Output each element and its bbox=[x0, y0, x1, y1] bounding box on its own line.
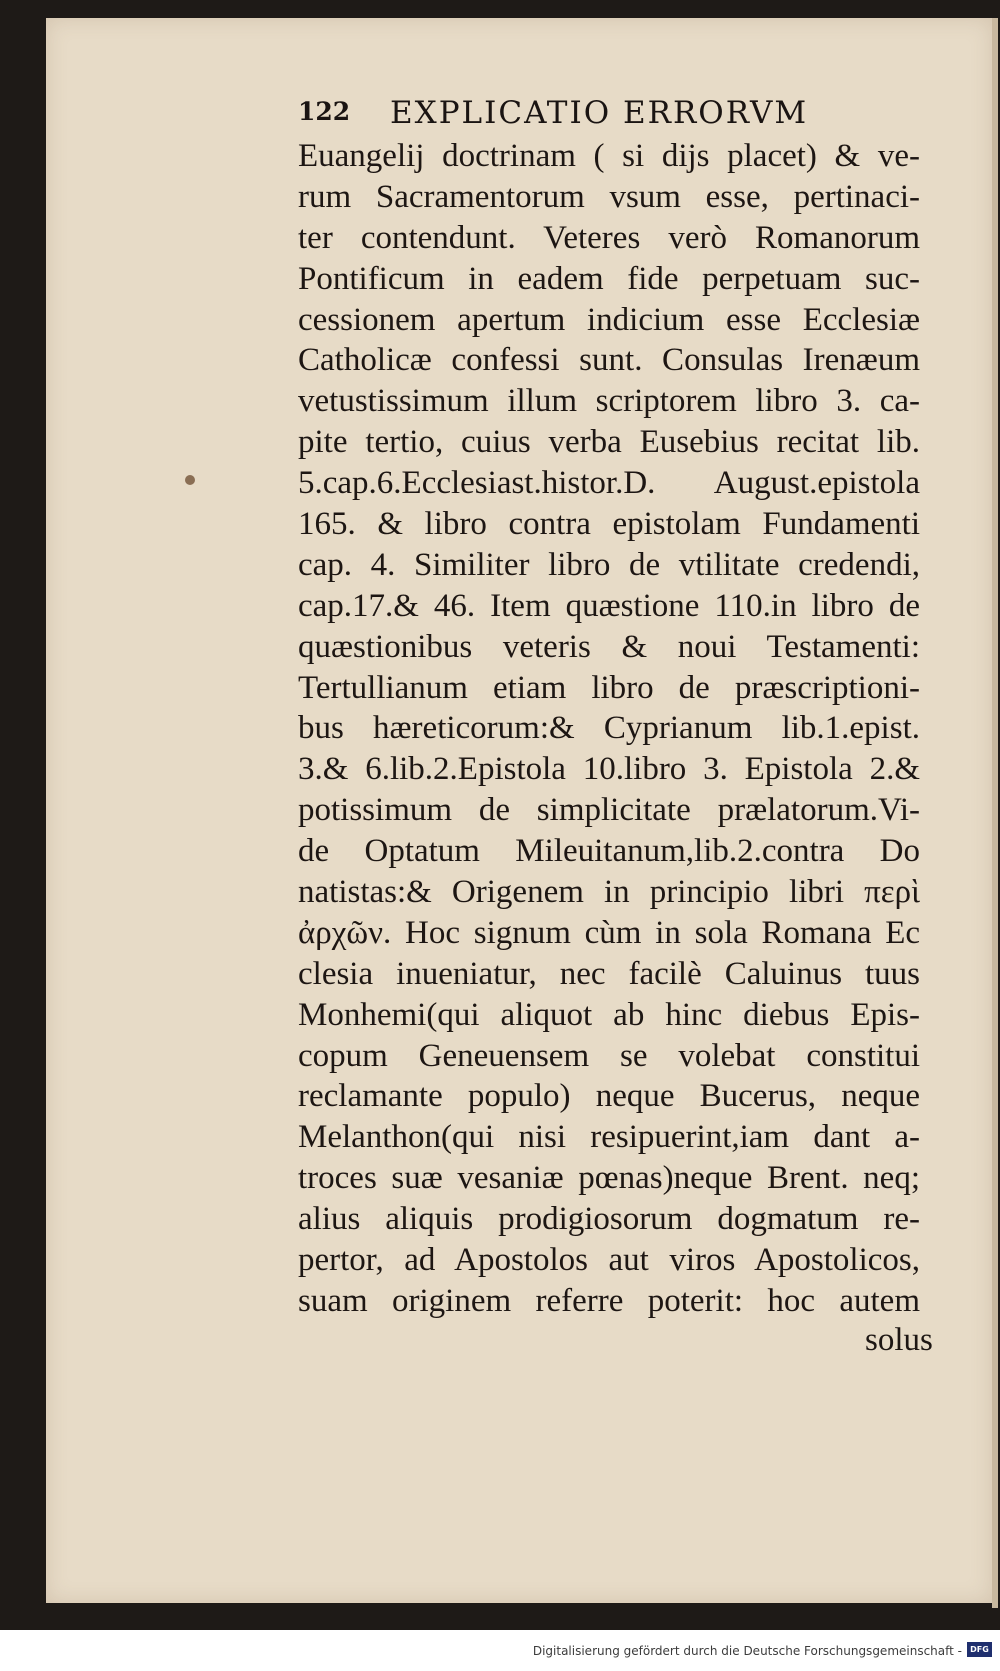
page-header bbox=[298, 97, 913, 137]
text-line: quæstionibus veteris & noui Testamenti: bbox=[298, 628, 920, 665]
text-line: copum Geneuensem se volebat constitui bbox=[298, 1037, 920, 1074]
body-text bbox=[298, 136, 920, 1322]
text-line: ἀρχῶν. Hoc signum cùm in sola Romana Ec bbox=[298, 914, 920, 951]
text-line: clesia inueniatur, nec facilè Caluinus tuus bbox=[298, 955, 920, 992]
text-line: alius aliquis prodigiosorum dogmatum re- bbox=[298, 1201, 920, 1238]
text-line: 3.& 6.lib.2.Epistola 10.libro 3. Epistola 2.& bbox=[298, 751, 920, 788]
text-line: potissimum de simplicitate prælatorum.Vi- bbox=[298, 792, 920, 829]
text-line: Catholicæ confessi sunt. Consulas Irenæum bbox=[298, 342, 920, 379]
text-line: de Optatum Mileuitanum,lib.2.contra Do bbox=[298, 833, 920, 870]
text-line: natistas:& Origenem in principio libri περὶ bbox=[298, 874, 920, 911]
text-line: cap. 4. Similiter libro de vtilitate credendi, bbox=[298, 546, 920, 583]
digitization-credit: Digitalisierung gefördert durch die Deutsche Forschungsgemeinschaft - bbox=[532, 1644, 962, 1658]
page-edge bbox=[992, 18, 998, 1608]
text-line: Euangelij doctrinam ( si dijs placet) & ve- bbox=[298, 138, 920, 174]
text-line: ter contendunt. Veteres verò Romanorum bbox=[298, 219, 920, 256]
footer bbox=[0, 1632, 1000, 1671]
text-line: cap.17.& 46. Item quæstione 110.in libro de bbox=[298, 587, 920, 624]
text-line: suam originem referre poterit: hoc autem bbox=[298, 1282, 920, 1319]
text-line: pite tertio, cuius verba Eusebius recitat lib. bbox=[298, 424, 920, 461]
text-line: cessionem apertum indicium esse Ecclesiæ bbox=[298, 301, 920, 338]
text-line: reclamante populo) neque Bucerus, neque bbox=[298, 1078, 920, 1115]
text-line: 165. & libro contra epistolam Fundamenti bbox=[298, 506, 920, 543]
page-number: 122 bbox=[298, 97, 351, 126]
text-line: 5.cap.6.Ecclesiast.histor.D. August.epistola bbox=[298, 465, 920, 502]
catchword: solus bbox=[865, 1322, 933, 1358]
text-line: Monhemi(qui aliquot ab hinc diebus Epis- bbox=[298, 996, 920, 1033]
ink-blot bbox=[185, 475, 195, 485]
text-line: vetustissimum illum scriptorem libro 3. ca- bbox=[298, 383, 920, 420]
text-line: bus hæreticorum:& Cyprianum lib.1.epist. bbox=[298, 710, 920, 747]
text-line: Tertullianum etiam libro de præscriptioni- bbox=[298, 669, 920, 706]
text-line: Melanthon(qui nisi resipuerint,iam dant a- bbox=[298, 1119, 920, 1156]
text-line: Pontificum in eadem fide perpetuam suc- bbox=[298, 260, 920, 297]
dfg-logo-icon: DFG bbox=[967, 1642, 992, 1657]
text-line: troces suæ vesaniæ pœnas)neque Brent. neq; bbox=[298, 1160, 920, 1197]
text-line: rum Sacramentorum vsum esse, pertinaci- bbox=[298, 178, 920, 215]
running-title: EXPLICATIO ERRORVM bbox=[390, 95, 809, 131]
text-line: pertor, ad Apostolos aut viros Apostolicos, bbox=[298, 1242, 920, 1279]
